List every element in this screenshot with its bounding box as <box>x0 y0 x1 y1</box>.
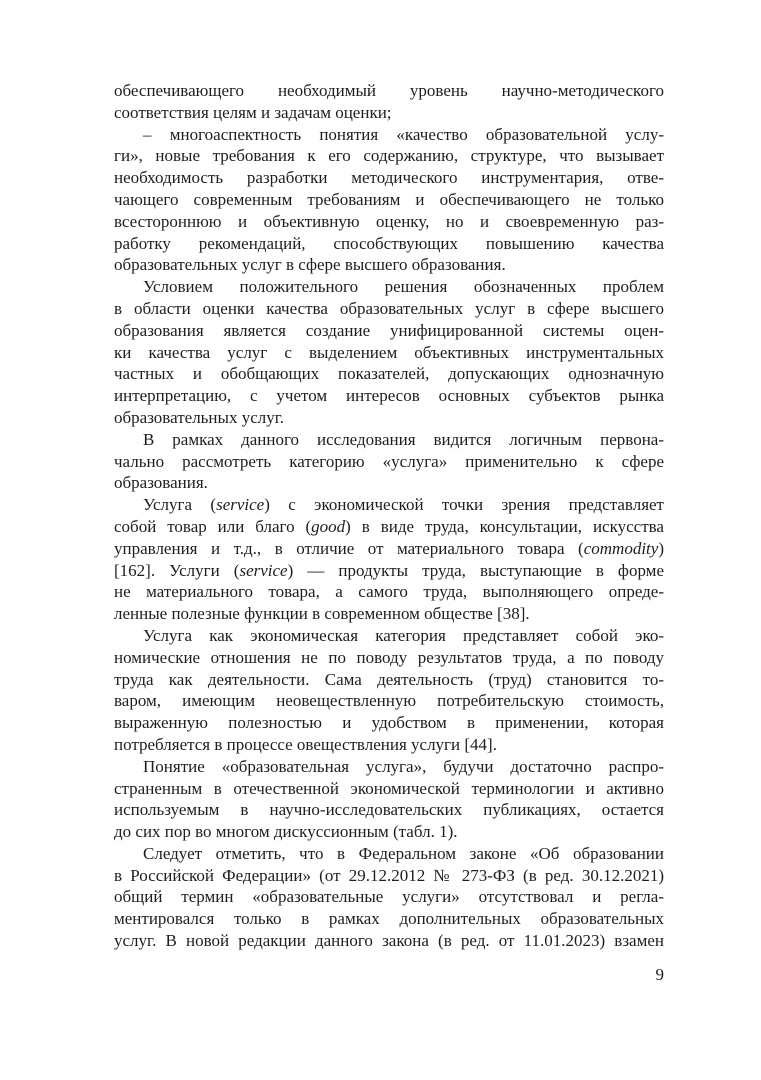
text-line: в Российской Федерации» (от 29.12.2012 № 273-ФЗ (в ред. 30.12.2021) <box>114 865 664 885</box>
paragraph <box>114 429 664 494</box>
text-line: Условием положительного решения обозначенных проблем <box>143 277 664 297</box>
paragraph <box>114 625 664 756</box>
text-line: чающего современным требованиям и обеспечивающего не только <box>114 189 664 209</box>
text-line: варом, имеющим неовеществленную потребительскую стоимость, <box>114 691 664 711</box>
text-line: ленные полезные функции в современном обществе [38]. <box>114 604 530 624</box>
paragraph <box>114 756 664 843</box>
text-line: потребляется в процессе овеществления услуги [44]. <box>114 734 497 754</box>
text-line: образования является создание унифицированной системы оцен- <box>114 320 664 340</box>
text-line: выраженную полезностью и удобством в применении, которая <box>114 713 664 733</box>
italic-term: service <box>239 560 288 580</box>
text-line: Услуга как экономическая категория представляет собой эко- <box>143 625 664 645</box>
text-line: Услуга (service) с экономической точки зрения представляет <box>143 495 664 515</box>
text-line: соответствия целям и задачам оценки; <box>114 102 392 122</box>
paragraph <box>114 843 664 952</box>
page-text-block <box>114 80 664 952</box>
text-line: обеспечивающего необходимый уровень научно-методического <box>114 81 664 100</box>
text-line: в области оценки качества образовательных услуг в сфере высшего <box>114 298 664 318</box>
text-line: – многоаспектность понятия «качество образовательной услу- <box>143 124 664 144</box>
text-line: общий термин «образовательные услуги» отсутствовал и регла- <box>114 887 664 907</box>
text-line: В рамках данного исследования видится логичным первона- <box>143 429 664 449</box>
text-line: Следует отметить, что в Федеральном законе «Об образовании <box>143 843 664 863</box>
text-line: ги», новые требования к его содержанию, структуре, что вызывает <box>114 146 664 166</box>
text-line: частных и обобщающих показателей, допускающих однозначную <box>114 364 664 384</box>
text-line: всестороннюю и объективную оценку, но и своевременную раз- <box>114 211 664 231</box>
text-line: чально рассмотреть категорию «услуга» применительно к сфере <box>114 451 664 471</box>
page-number: 9 <box>655 965 664 984</box>
text-line: образовательных услуг. <box>114 407 285 427</box>
paragraph <box>114 494 664 625</box>
text-line: управления и т.д., в отличие от материального товара (commodity) <box>114 538 664 558</box>
italic-term: service <box>216 495 265 515</box>
paragraph <box>114 80 664 124</box>
text-line: не материального товара, а самого труда, выполняющего опреде- <box>114 582 664 602</box>
text-line: услуг. В новой редакции данного закона (в ред. от 11.01.2023) взамен <box>114 931 664 951</box>
text-line: ментировался только в рамках дополнительных образовательных <box>114 909 664 929</box>
paragraph <box>114 276 664 429</box>
text-line: страненным в отечественной экономической терминологии и активно <box>114 778 664 798</box>
text-line: собой товар или благо (good) в виде труда, консультации, искусства <box>114 516 664 536</box>
text-line: используемым в научно-исследовательских публикациях, остается <box>114 800 664 820</box>
text-line: Понятие «образовательная услуга», будучи достаточно распро- <box>143 756 664 776</box>
italic-term: good <box>311 516 346 536</box>
text-line: труда как деятельности. Сама деятельность (труд) становится то- <box>114 669 664 689</box>
paragraph <box>114 124 664 277</box>
text-line: образования. <box>114 473 208 493</box>
text-line: до сих пор во многом дискуссионным (табл. 1). <box>114 822 458 842</box>
text-line: необходимость разработки методического инструментария, отве- <box>114 168 664 188</box>
text-line: интерпретацию, с учетом интересов основных субъектов рынка <box>114 386 664 406</box>
text-line: [162]. Услуги (service) — продукты труда, выступающие в форме <box>114 560 664 580</box>
text-line: образовательных услуг в сфере высшего образования. <box>114 255 506 275</box>
text-line: ки качества услуг с выделением объективных инструментальных <box>114 342 664 362</box>
text-line: номические отношения не по поводу результатов труда, а по поводу <box>114 647 664 667</box>
text-line: работку рекомендаций, способствующих повышению качества <box>114 233 664 253</box>
italic-term: commodity <box>583 538 659 558</box>
